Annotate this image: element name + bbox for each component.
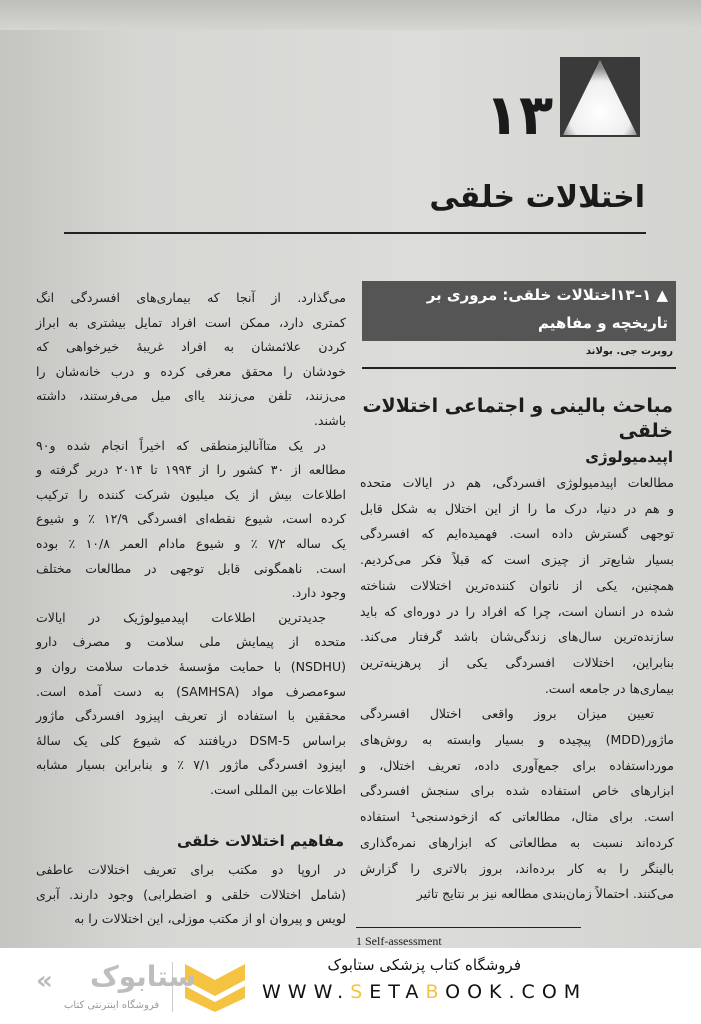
- footnote: 1 Self-assessment: [356, 934, 442, 948]
- right-column: [360, 470, 674, 907]
- paragraph: [36, 858, 346, 932]
- text-line: اطلاعات بین المللی است.: [210, 781, 346, 797]
- footnote-rule: [356, 927, 581, 928]
- chapter-rule: [64, 232, 646, 234]
- heading-line: خلقی: [618, 420, 673, 442]
- paragraph: [360, 701, 674, 907]
- text-line: مطالعات اپیدمیولوژی افسردگی، هم در ایالات متحده: [360, 475, 674, 490]
- text-line: لویس و پیروان او از مکتب موزلی، این اختلالات را به: [74, 911, 346, 927]
- chapter-title: اختلالات خلقی: [429, 180, 645, 215]
- footer-banner: [0, 948, 701, 1024]
- text-line: و هم در دنیا، درک ما را از این اختلال به شکل قابل: [360, 500, 674, 516]
- text-line: در اروپا دو مکتب برای تعریف اختلالات عاطفی: [36, 862, 346, 877]
- text-line: سوءمصرف مواد (SAMHSA) به دست آمده است.: [36, 683, 346, 699]
- text-line: (NSDHU) با حمایت مؤسسهٔ خدمات سلامت روان و: [36, 658, 346, 674]
- text-line: خودشان را محقق معرفی کرده و درب خانه‌شان را: [36, 363, 346, 379]
- text-line: براساس DSM-5 دریافتند که شیوع کلی یک سالهٔ: [36, 732, 346, 748]
- text-line: است. ناهمگونی قابل توجهی در مطالعات مختلف: [36, 560, 346, 576]
- author: روبرت جی. بولاند: [585, 346, 673, 357]
- section-header-line: تاریخچه و مفاهیم: [537, 314, 668, 332]
- text-line: کردن علائمشان به افراد غریبهٔ خیرخواهی که: [36, 339, 346, 355]
- text-line: ابزارهای خاص استفاده شده برای سنجش افسردگی: [360, 783, 674, 799]
- paragraph: [36, 286, 346, 434]
- text-line: متحده از پیمایش ملی سلامت و مصرف دارو: [36, 634, 346, 650]
- section-header-line: ▲ ۱–۱۳اختلالات خلقی: مروری بر: [426, 286, 668, 304]
- text-line: در یک متاآنالیزمنطقی که اخیراً انجام شده و۹۰: [36, 437, 326, 453]
- text-line: جدیدترین اطلاعات اپیدمیولوژیک در ایالات: [36, 609, 326, 625]
- text-line: یک ساله ۷/۲ ٪ و شیوع مادام العمر ۱۰/۸ ٪ بوده: [36, 535, 346, 551]
- chapter-number: ۱۳: [484, 83, 554, 148]
- store-url[interactable]: WWW.SETABOOK.COM: [262, 981, 588, 1003]
- section-header: [362, 281, 676, 341]
- triangle-icon: [560, 57, 640, 137]
- paragraph: [36, 434, 346, 606]
- text-line: باشند.: [313, 412, 346, 428]
- text-line: سازنده‌ترین سال‌های زندگی‌شان باشد گرفتار می‌کند.: [360, 629, 674, 645]
- setabook-logo: [30, 956, 210, 1018]
- text-line: می‌زنند، تلفن می‌زنند یاای میل می‌فرستند، داشته: [36, 388, 346, 404]
- author-rule: [362, 367, 676, 369]
- text-line: بیماری‌ها در جامعه است.: [544, 680, 674, 696]
- text-line: می‌کنند. احتمالاً زمان‌بندی مطالعه نیز بر نتایج تاثیر: [416, 886, 674, 902]
- page-top-shadow: [0, 0, 701, 30]
- text-line: مورداستفاده برای جمع‌آوری داده، تعریف اختلال، و: [360, 757, 674, 773]
- logo-wordmark: ستابوک: [90, 960, 197, 993]
- text-line: است. برای مثال، مطالعاتی که ازخودسنجی¹ استفاده: [360, 809, 674, 825]
- text-line: اپیزود افسردگی ماژور ۷/۱ ٪ و بنابراین بسیار مشابه: [36, 757, 346, 773]
- text-line: توجهی گسترش داده است. فهمیده‌ایم که افسردگی: [360, 526, 674, 542]
- text-line: کرده‌اند نسبت به مطالعاتی که ابزارهای نمره‌گذاری: [360, 834, 674, 850]
- text-line: تعیین میزان بروز واقعی اختلال افسردگی: [360, 706, 654, 722]
- left-column-top: [36, 286, 346, 802]
- text-line: بنابراین، اختلالات افسردگی یکی از پرهزینه‌ترین: [360, 654, 674, 670]
- text-line: اطلاعات بیش از یک میلیون شرکت کننده را ترکیب: [36, 486, 346, 502]
- text-line: کمتری دارد، ممکن است افراد تمایل بیشتری به ابراز: [36, 314, 346, 330]
- text-line: می‌گذارد. از آنجا که بیماری‌های افسردگی انگ: [36, 290, 346, 305]
- paragraph: [36, 606, 346, 803]
- logo-tagline: فروشگاه اینترنتی کتاب: [64, 1000, 160, 1011]
- text-line: وجود دارد.: [291, 585, 346, 601]
- store-name: فروشگاه کتاب پزشکی ستابوک: [327, 956, 521, 974]
- text-line: بالینگر را به کار برده‌اند، بروز بالاتری را گزارش: [360, 860, 674, 876]
- text-line: (شامل اختلالات خلقی و اضطرابی) وجود دارند. آبری: [36, 886, 346, 902]
- text-line: شده در انسان است، چرا که افراد را در دوره‌ای که باید: [360, 603, 674, 619]
- text-line: محققین با استفاده از تعریف اپیزود افسردگی ماژور: [36, 708, 346, 724]
- heading-line: مباحث بالینی و اجتماعی اختلالات: [362, 395, 673, 417]
- section-heading: [362, 394, 673, 444]
- text-line: کرده است، شیوع نقطه‌ای افسردگی ۱۲/۹ ٪ و شیوع: [36, 511, 346, 527]
- text-line: بسیار شایع‌تر از چیزی است که قبلاً فکر می‌کردیم.: [360, 552, 674, 568]
- paragraph: [360, 470, 674, 701]
- text-line: مطالعه از ۳۰ کشور را از ۱۹۹۴ تا ۲۰۱۴ دربر گرفته و: [36, 462, 347, 478]
- text-line: ماژور(MDD) پیچیده و بسیار وابسته به روش‌های: [360, 732, 674, 748]
- subheading-epidemiology: اپیدمیولوژی: [585, 448, 673, 466]
- subheading-concepts: مفاهیم اختلالات خلقی: [176, 832, 344, 850]
- text-line: همچنین، یکی از ناتوان کننده‌ترین اختلالات شناخته: [360, 577, 674, 593]
- double-chevron-icon: «: [36, 966, 53, 996]
- left-column-bottom: [36, 858, 346, 932]
